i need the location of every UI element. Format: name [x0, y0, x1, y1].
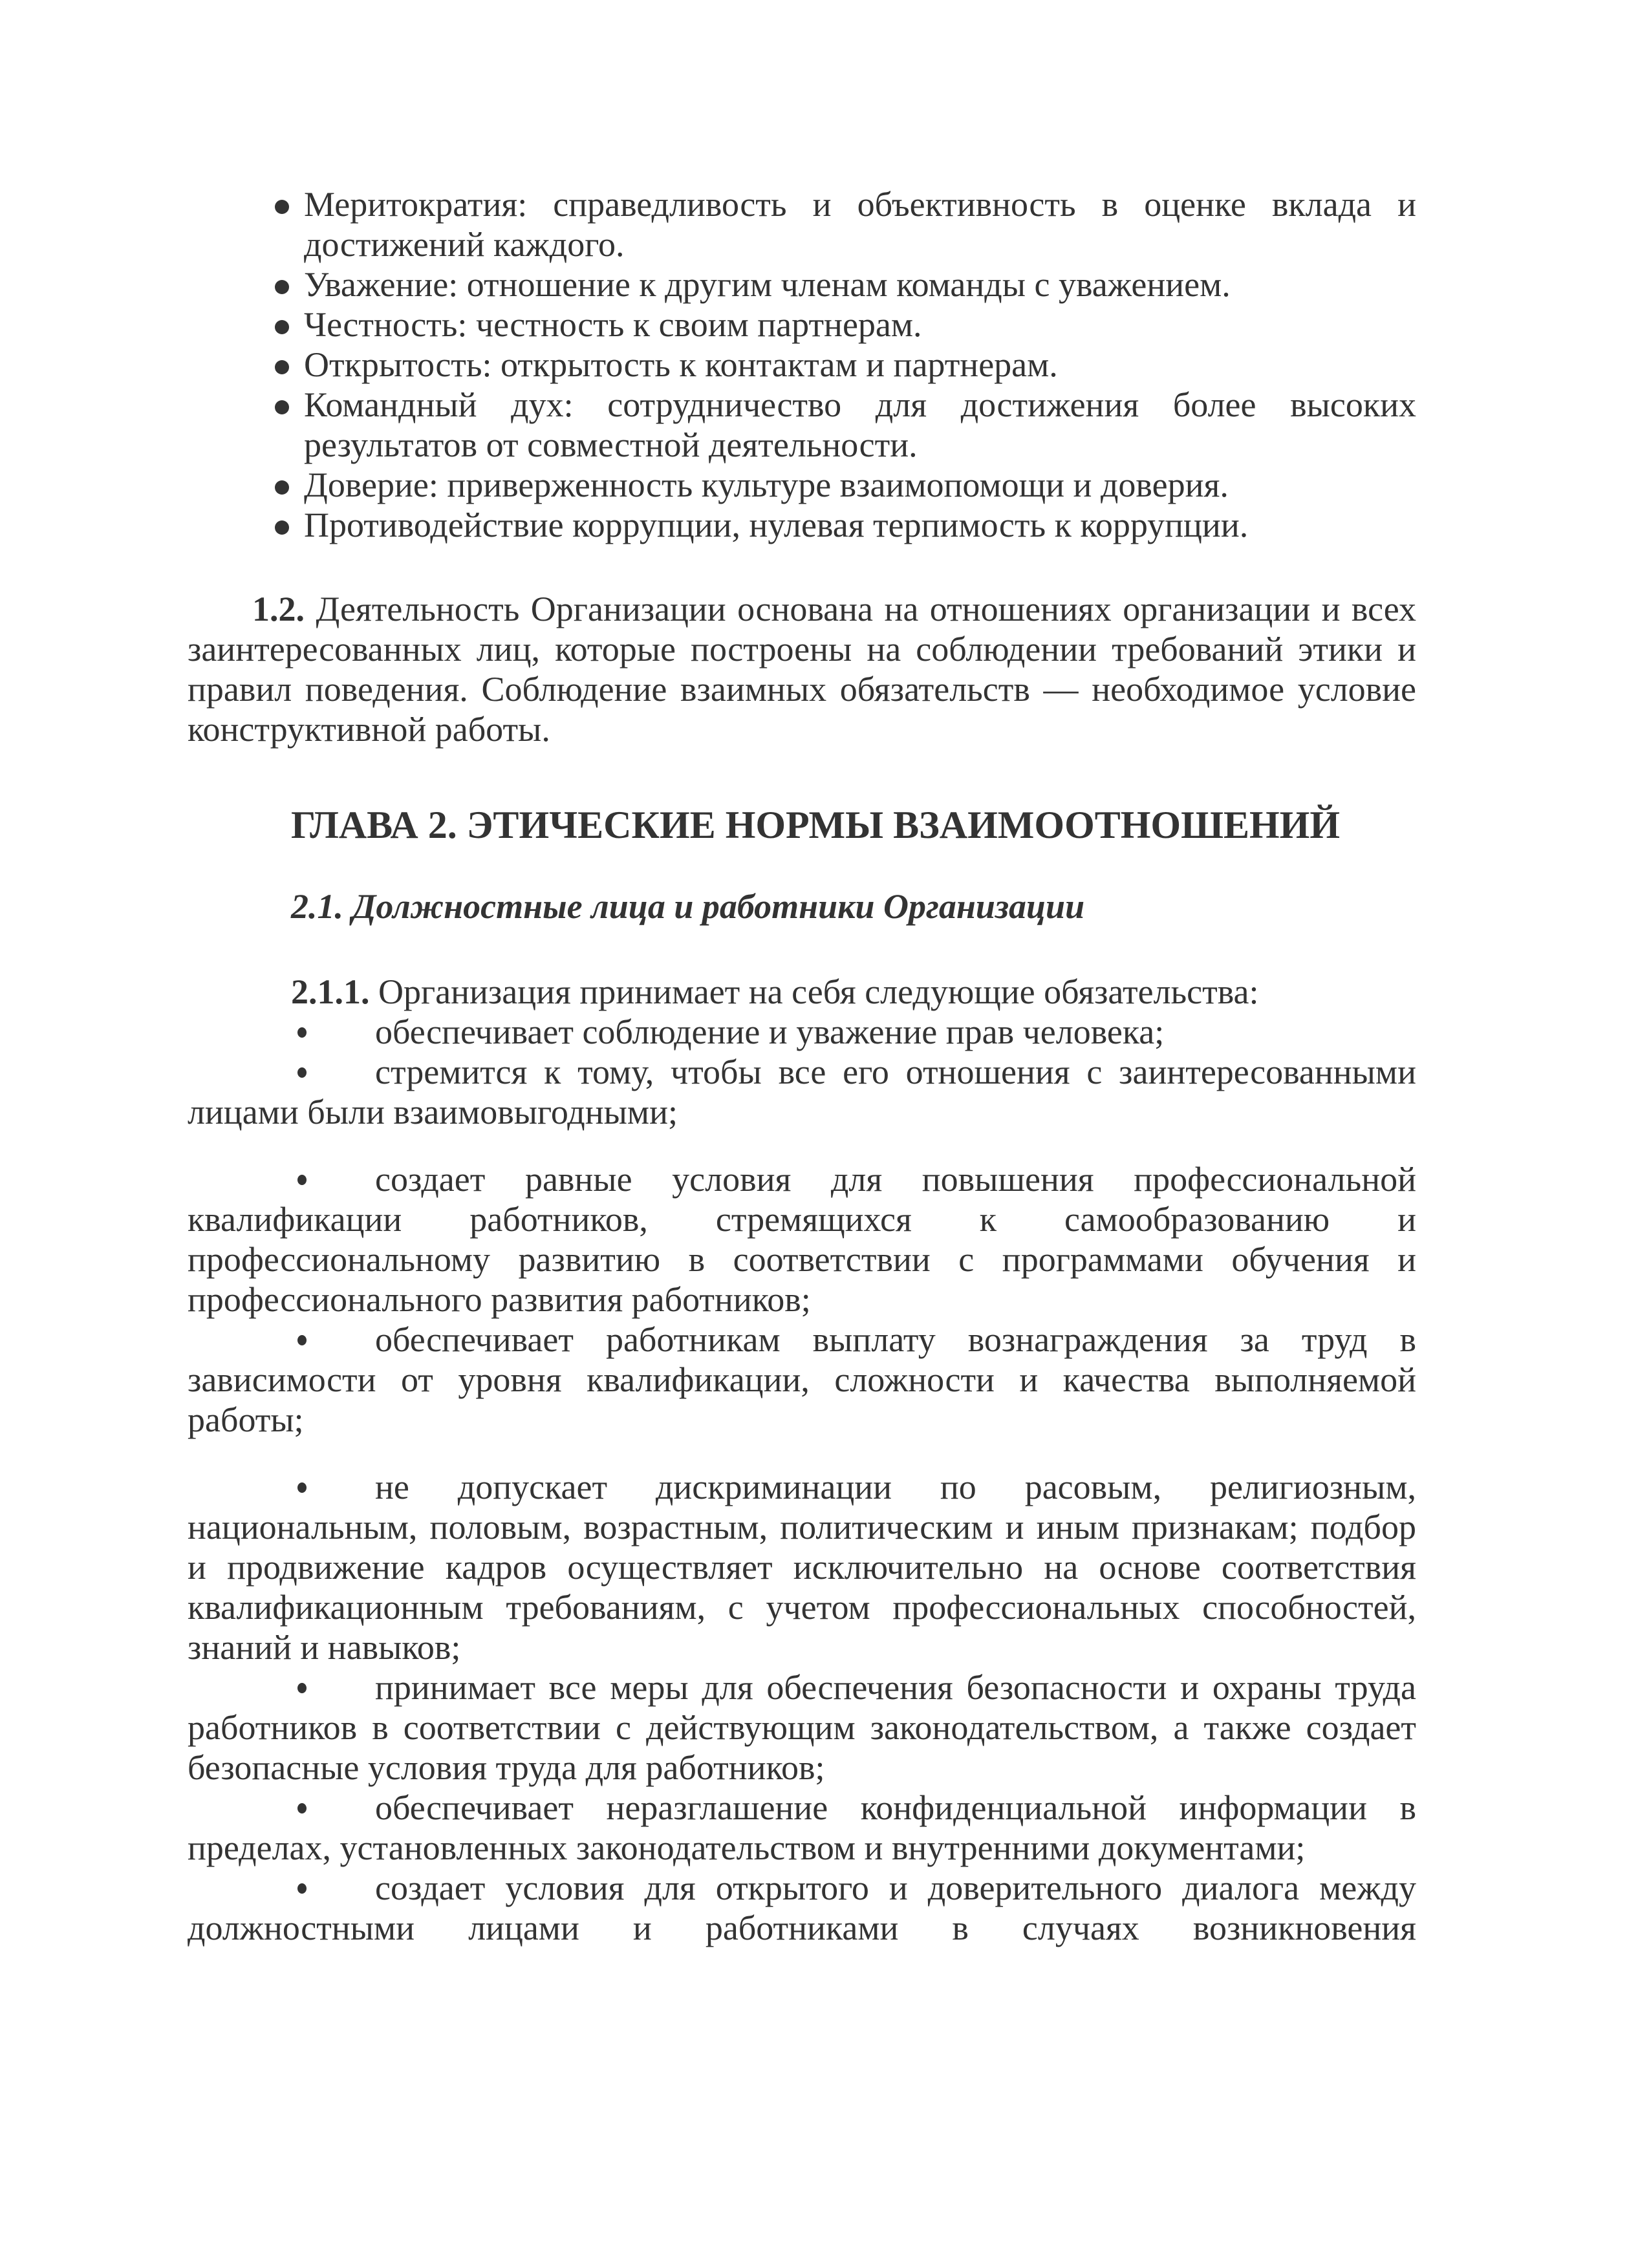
obligation-text: принимает все меры для обеспечения безопасности и охраны труда работников в соответствии с действующим законодательством, а также создает безопасные условия труда для работников; — [188, 1668, 1416, 1787]
clause-2-1-1 — [188, 972, 1416, 1012]
values-list-item — [188, 505, 1416, 545]
values-item-text: Командный дух: сотрудничество для достижения более высоких результатов от совместной деятельности. — [304, 385, 1416, 464]
clause-number: 2.1.1. — [291, 972, 370, 1011]
bullet-icon — [275, 400, 289, 414]
obligation-item — [188, 1467, 1416, 1667]
bullet-icon — [297, 1482, 307, 1493]
bullet-icon — [297, 1683, 307, 1693]
bullet-icon — [297, 1175, 307, 1185]
bullet-icon — [275, 480, 289, 495]
paragraph-text: Деятельность Организации основана на отношениях организации и всех заинтересованных лиц, которые построены на соблюдении требований этики и правил поведения. Соблюдение взаимных обязательств — необходимое условие конструктивной работы. — [188, 590, 1416, 749]
obligations-list — [188, 1012, 1416, 1948]
bullet-icon — [275, 200, 289, 214]
obligation-item — [188, 1320, 1416, 1440]
clause-text: Организация принимает на себя следующие обязательства: — [378, 972, 1259, 1011]
paragraph-1-2 — [188, 589, 1416, 749]
obligation-item — [188, 1052, 1416, 1132]
section-title: 2.1. Должностные лица и работники Организации — [291, 887, 1085, 926]
obligation-item — [188, 1868, 1416, 1948]
bullet-icon — [297, 1803, 307, 1813]
obligation-text: обеспечивает соблюдение и уважение прав человека; — [375, 1012, 1165, 1051]
obligation-item — [188, 1159, 1416, 1320]
values-list — [188, 184, 1416, 545]
bullet-icon — [275, 320, 289, 334]
paragraph-number: 1.2. — [252, 590, 305, 628]
values-item-text: Честность: честность к своим партнерам. — [304, 305, 922, 344]
values-list-item — [188, 305, 1416, 345]
bullet-icon — [297, 1883, 307, 1894]
values-list-item — [188, 184, 1416, 264]
page-content — [188, 184, 1416, 1948]
values-item-text: Уважение: отношение к другим членам команды с уважением. — [304, 265, 1231, 304]
obligation-text: обеспечивает неразглашение конфиденциальной информации в пределах, установленных законодательством и внутренними документами; — [188, 1788, 1416, 1867]
values-list-item — [188, 264, 1416, 305]
bullet-icon — [275, 360, 289, 374]
values-item-text: Открытость: открытость к контактам и партнерам. — [304, 345, 1058, 384]
obligation-text: не допускает дискриминации по расовым, религиозным, национальным, половым, возрастным, политическим и иным признакам; подбор и продвижение кадров осуществляет исключительно на основе соответствия квалификационным требованиям, с учетом профессиональных способностей, знаний и навыков; — [188, 1468, 1416, 1667]
obligation-text: стремится к тому, чтобы все его отношения с заинтересованными лицами были взаимовыгодными; — [188, 1053, 1416, 1131]
chapter-title: ГЛАВА 2. ЭТИЧЕСКИЕ НОРМЫ ВЗАИМООТНОШЕНИЙ — [291, 804, 1341, 846]
obligation-item — [188, 1667, 1416, 1788]
bullet-icon — [297, 1067, 307, 1078]
obligation-text: создает равные условия для повышения профессиональной квалификации работников, стремящихся к самообразованию и профессиональному развитию в соответствии с программами обучения и профессионального развития работников; — [188, 1160, 1416, 1319]
bullet-icon — [297, 1335, 307, 1345]
values-item-text: Меритократия: справедливость и объективность в оценке вклада и достижений каждого. — [304, 185, 1416, 264]
obligation-text: обеспечивает работникам выплату вознаграждения за труд в зависимости от уровня квалификации, сложности и качества выполняемой работы; — [188, 1320, 1416, 1439]
values-list-item — [188, 345, 1416, 385]
values-item-text: Противодействие коррупции, нулевая терпимость к коррупции. — [304, 506, 1249, 544]
obligation-item — [188, 1012, 1416, 1052]
values-list-item — [188, 385, 1416, 465]
obligation-text: создает условия для открытого и доверительного диалога между должностными лицами и работниками в случаях возникновения — [188, 1868, 1416, 1947]
bullet-icon — [275, 520, 289, 535]
values-list-item — [188, 465, 1416, 505]
values-item-text: Доверие: приверженность культуре взаимопомощи и доверия. — [304, 465, 1229, 504]
obligation-item — [188, 1788, 1416, 1868]
bullet-icon — [297, 1027, 307, 1038]
bullet-icon — [275, 280, 289, 294]
